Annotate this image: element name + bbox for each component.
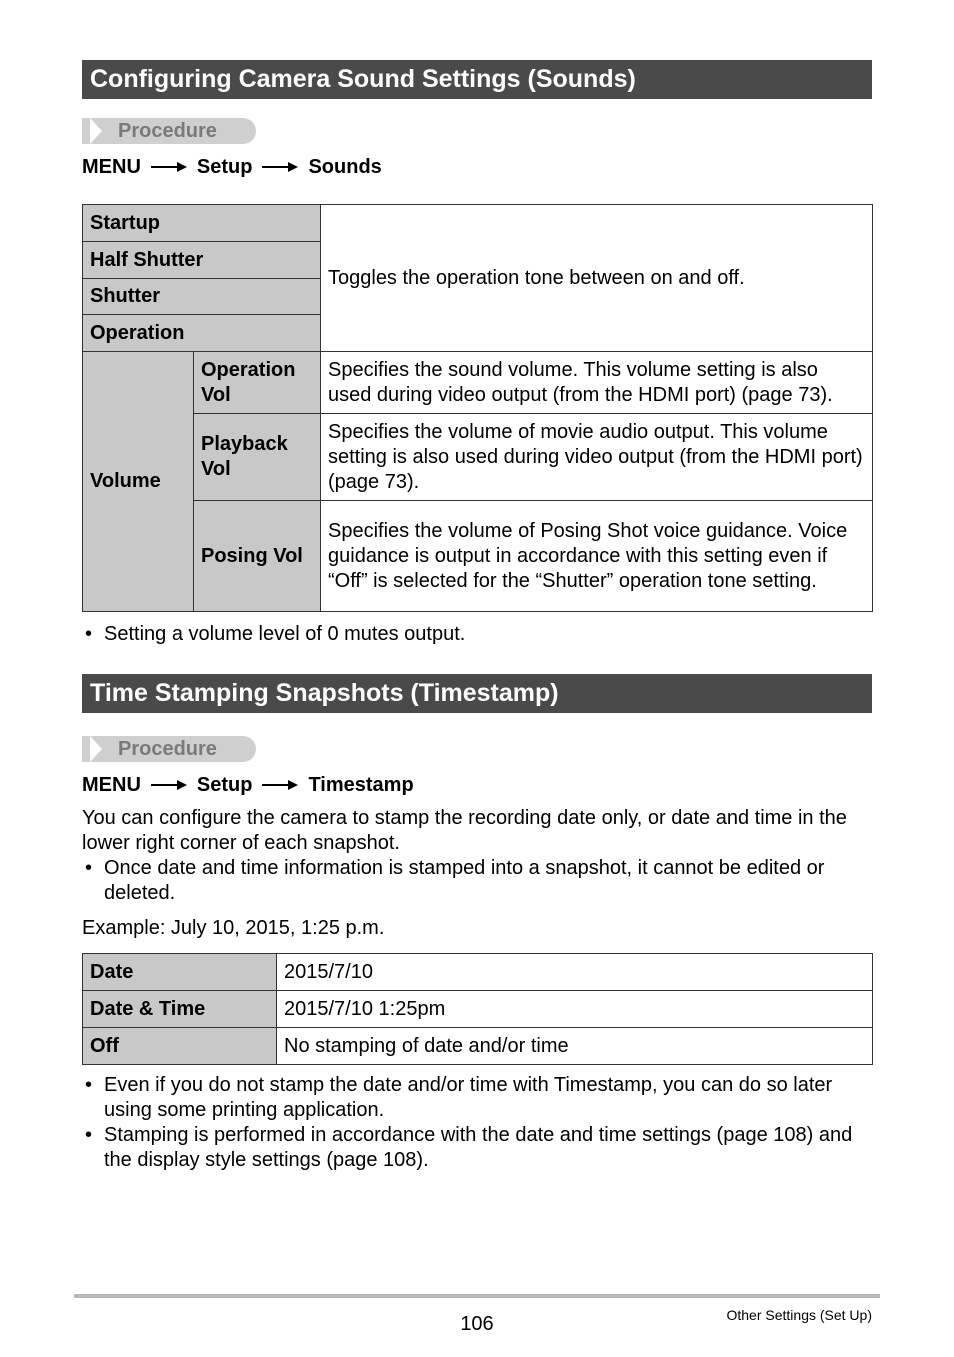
timestamp-table [82, 953, 873, 1065]
intro-text: You can configure the camera to stamp the recording date only, or date and time in the lower right corner of each snapshot. [82, 807, 847, 854]
table-row-description: Specifies the volume of movie audio output. This volume setting is also used during video output (from the HDMI port) (page 73). [321, 414, 873, 501]
table-row-label: Off [83, 1028, 277, 1065]
table-row-label: Playback Vol [194, 414, 321, 501]
section-title-sounds: Configuring Camera Sound Settings (Sounds) [82, 60, 872, 99]
section-title-timestamp: Time Stamping Snapshots (Timestamp) [82, 674, 872, 713]
menu-path-step: Timestamp [308, 773, 414, 796]
note-text: Once date and time information is stamped into a snapshot, it cannot be edited or deleted. [104, 857, 825, 904]
page-number: 106 [460, 1313, 494, 1335]
table-row-label: Posing Vol [194, 501, 321, 612]
note-bullet: • Setting a volume level of 0 mutes output. [85, 623, 466, 645]
volume-label: Volume [83, 352, 194, 612]
procedure-tag [82, 736, 256, 762]
toggle-description: Toggles the operation tone between on and off. [321, 205, 873, 352]
table-row-value: 2015/7/10 1:25pm [277, 991, 873, 1028]
procedure-tag [82, 118, 256, 144]
menu-path-sounds [82, 153, 382, 181]
example-text: Example: July 10, 2015, 1:25 p.m. [82, 917, 385, 939]
table-row-label: Date [83, 954, 277, 991]
menu-path-step: Sounds [308, 155, 382, 178]
arrow-right-icon [262, 161, 298, 173]
arrow-right-icon [262, 779, 298, 791]
footer-divider [74, 1294, 880, 1298]
procedure-label: Procedure [118, 120, 217, 142]
table-row-description: Specifies the volume of Posing Shot voice guidance. Voice guidance is output in accordance with this setting even if “Off” is selected for the “Shutter” operation tone setting. [321, 501, 873, 612]
table-row-value: 2015/7/10 [277, 954, 873, 991]
note-bullet: • Stamping is performed in accordance with the date and time settings (page 108) and the display style settings (page 108). [85, 1124, 853, 1171]
table-row-label: Startup [83, 205, 321, 242]
table-row-label: Date & Time [83, 991, 277, 1028]
note-text: Setting a volume level of 0 mutes output. [104, 623, 466, 645]
sounds-table [82, 204, 873, 612]
note-text: Stamping is performed in accordance with the date and time settings (page 108) and the display style settings (page 108). [104, 1124, 853, 1171]
note-text: Even if you do not stamp the date and/or time with Timestamp, you can do so later using some printing application. [104, 1074, 833, 1121]
table-row-label: Operation [83, 315, 321, 352]
table-row-label: Operation Vol [194, 352, 321, 414]
procedure-label: Procedure [118, 738, 217, 760]
table-row-label: Shutter [83, 279, 321, 315]
footer-section-name: Other Settings (Set Up) [726, 1307, 872, 1323]
note-bullet: • Even if you do not stamp the date and/or time with Timestamp, you can do so later using some printing application. [85, 1074, 833, 1121]
menu-path-step: MENU [82, 155, 141, 178]
menu-path-timestamp [82, 771, 414, 799]
menu-path-step: MENU [82, 773, 141, 796]
menu-path-step: Setup [196, 155, 253, 178]
arrow-right-icon [151, 779, 187, 791]
menu-path-step: Setup [196, 773, 253, 796]
table-row-value: No stamping of date and/or time [277, 1028, 873, 1065]
table-row-description: Specifies the sound volume. This volume setting is also used during video output (from the HDMI port) (page 73). [321, 352, 873, 414]
note-bullet: • Once date and time information is stamped into a snapshot, it cannot be edited or deleted. [85, 857, 825, 904]
table-row-label: Half Shutter [83, 242, 321, 279]
arrow-right-icon [151, 161, 187, 173]
